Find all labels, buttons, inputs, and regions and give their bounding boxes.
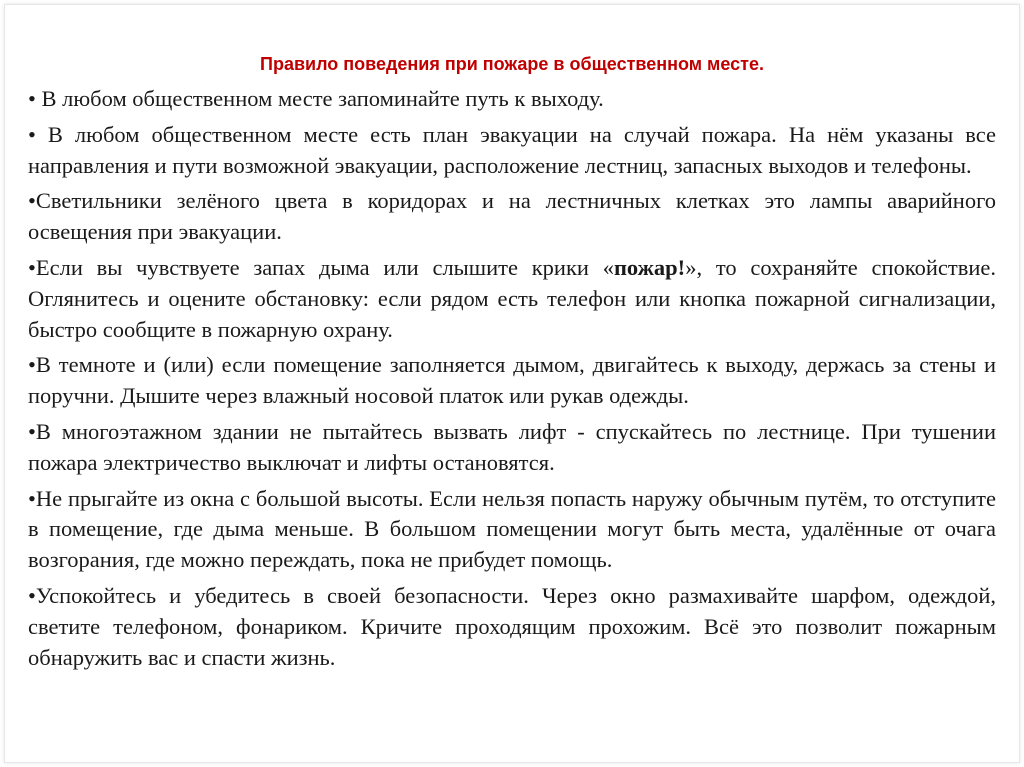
bullet-paragraph-1: • В любом общественном месте запоминайте путь к выходу. xyxy=(28,86,604,111)
bullet-paragraph-3: •Светильники зелёного цвета в коридорах и на лестничных клетках это лампы аварийного освещения при эвакуации. xyxy=(28,188,996,245)
bullet-paragraph-4 xyxy=(28,253,996,345)
paragraph-4-bold-word: пожар! xyxy=(613,254,686,280)
paragraph-4-text-after: », то сохраняйте спокойствие. Оглянитесь и оцените обстановку: если рядом есть телефон или кнопка пожарной сигнализации, быстро сообщите в пожарную охрану. xyxy=(28,254,996,342)
slide-title: Правило поведения при пожаре в общественном месте. xyxy=(260,54,764,74)
bullet-paragraph-7: •Не прыгайте из окна с большой высоты. Если нельзя попасть наружу обычным путём, то отступите в помещение, где дыма меньше. В большом помещении могут быть места, удалённые от очага возгорания, где можно переждать, пока не прибудет помощь. xyxy=(28,485,996,573)
paragraph-4-text-before: •Если вы чувствуете запах дыма или слышите крики « xyxy=(28,254,614,280)
bullet-paragraph-2: • В любом общественном месте есть план эвакуации на случай пожара. На нём указаны все направления и пути возможной эвакуации, расположение лестниц, запасных выходов и телефоны. xyxy=(28,121,996,178)
slide-body xyxy=(28,84,996,678)
bullet-paragraph-5: •В темноте и (или) если помещение заполняется дымом, двигайтесь к выходу, держась за стены и поручни. Дышите через влажный носовой платок или рукав одежды. xyxy=(28,352,996,409)
bullet-paragraph-8: •Успокойтесь и убедитесь в своей безопасности. Через окно размахивайте шарфом, одеждой, светите телефоном, фонариком. Кричите проходящим прохожим. Всё это позволит пожарным обнаружить вас и спасти жизнь. xyxy=(28,582,996,670)
bullet-paragraph-6: •В многоэтажном здании не пытайтесь вызвать лифт - спускайтесь по лестнице. При тушении пожара электричество выключат и лифты остановятся. xyxy=(28,418,996,475)
